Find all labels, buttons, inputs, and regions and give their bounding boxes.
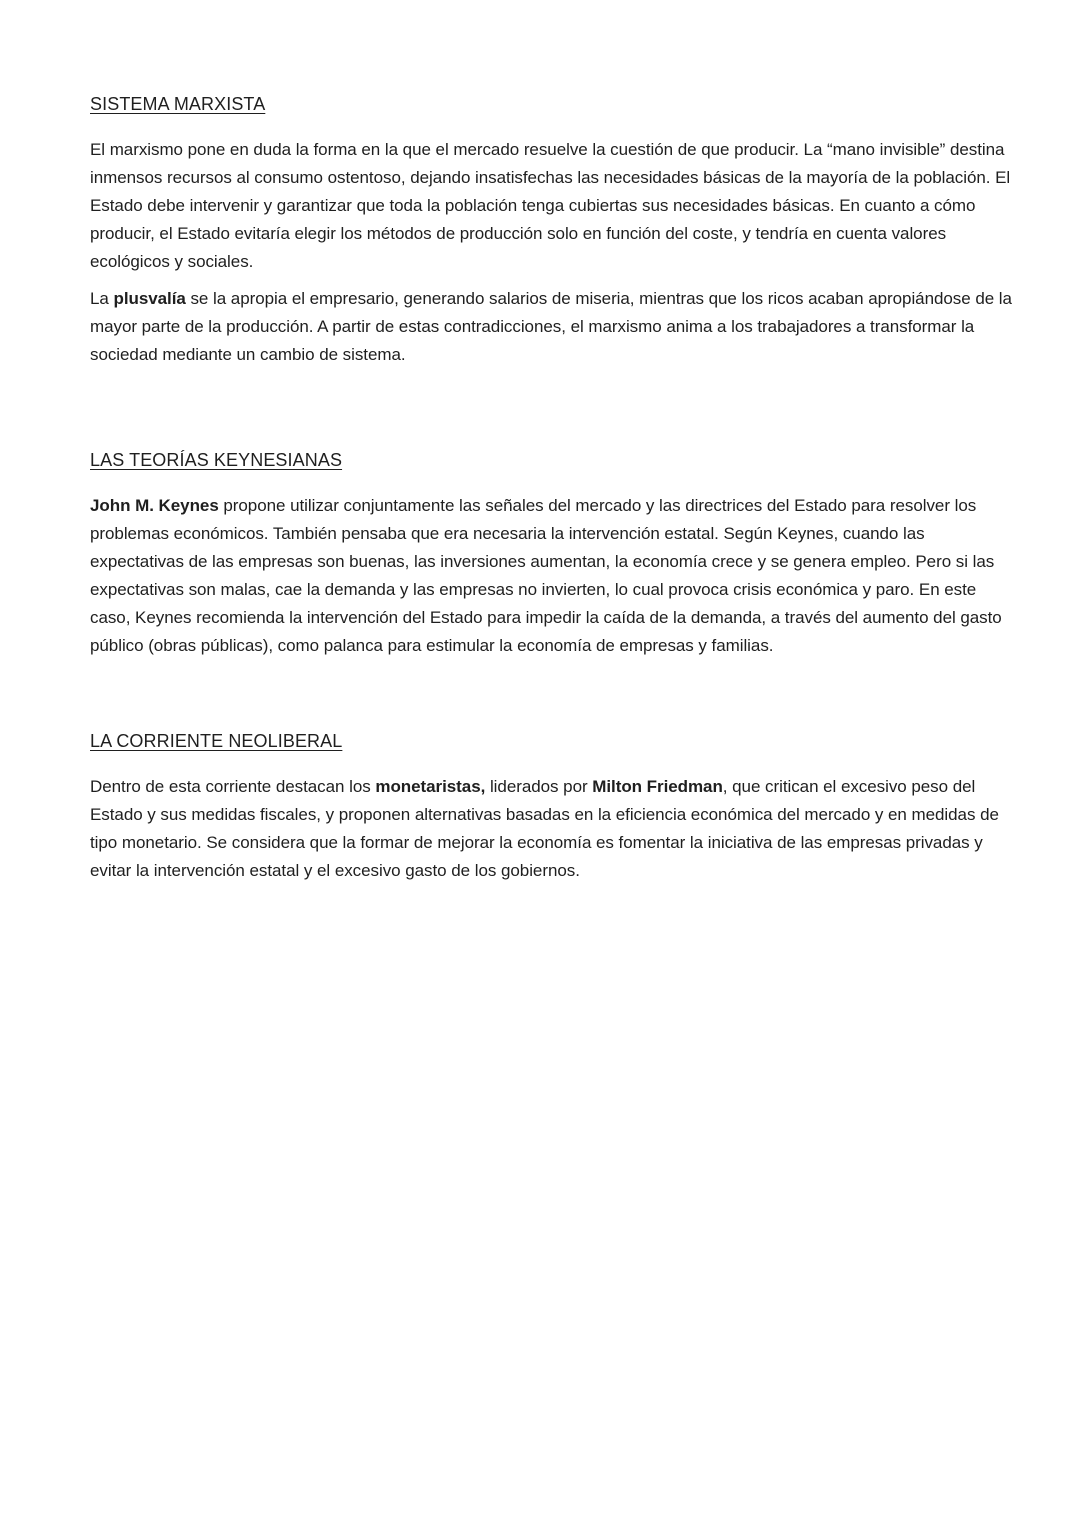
paragraph-text: El marxismo pone en duda la forma en la que el mercado resuelve la cuestión de que producir. La “mano invisible” destina inmensos recursos al consumo ostentoso, dejando insatisfechas las necesidades básicas de la mayoría de la población. El Estado debe intervenir y garantizar que toda la población tenga cubiertas sus necesidades básicas. En cuanto a cómo producir, el Estado evitaría elegir los métodos de producción solo en función del coste, y tendría en cuenta valores ecológicos y sociales. (90, 140, 1011, 271)
bold-term: Milton Friedman (592, 777, 723, 796)
paragraph (90, 773, 1020, 885)
paragraph-text: liderados por (485, 777, 593, 796)
section-corriente-neoliberal (90, 729, 1020, 894)
paragraph (90, 285, 1020, 369)
paragraph-text: Dentro de esta corriente destacan los (90, 777, 376, 796)
section-heading: LA CORRIENTE NEOLIBERAL (90, 731, 343, 751)
section-heading: LAS TEORÍAS KEYNESIANAS (90, 450, 343, 470)
section-teorias-keynesianas (90, 448, 1020, 669)
paragraph (90, 136, 1020, 276)
section-sistema-marxista (90, 92, 1020, 378)
bold-term: John M. Keynes (90, 496, 219, 515)
bold-term: monetaristas, (375, 777, 486, 796)
paragraph-text: , que critican el excesivo peso del Estado y sus medidas fiscales, y proponen alternativas basadas en la eficiencia económica del mercado y en medidas de tipo monetario. Se considera que la formar de mejorar la economía es fomentar la iniciativa de las empresas privadas y evitar la intervención estatal y el excesivo gasto de los gobiernos. (90, 777, 999, 880)
paragraph (90, 492, 1020, 660)
paragraph-text: se la apropia el empresario, generando salarios de miseria, mientras que los ricos acaban apropiándose de la mayor parte de la producción. A partir de estas contradicciones, el marxismo anima a los trabajadores a transformar la sociedad mediante un cambio de sistema. (90, 289, 1012, 364)
bold-term: plusvalía (113, 289, 186, 308)
paragraph-text: propone utilizar conjuntamente las señales del mercado y las directrices del Estado para resolver los problemas económicos. También pensaba que era necesaria la intervención estatal. Según Keynes, cuando las expectativas de las empresas son buenas, las inversiones aumentan, la economía crece y se genera empleo. Pero si las expectativas son malas, cae la demanda y las empresas no invierten, lo cual provoca crisis económica y paro. En este caso, Keynes recomienda la intervención del Estado para impedir la caída de la demanda, a través del aumento del gasto público (obras públicas), como palanca para estimular la economía de empresas y familias. (90, 496, 1002, 655)
section-heading: SISTEMA MARXISTA (90, 94, 266, 114)
paragraph-text: La (90, 289, 114, 308)
